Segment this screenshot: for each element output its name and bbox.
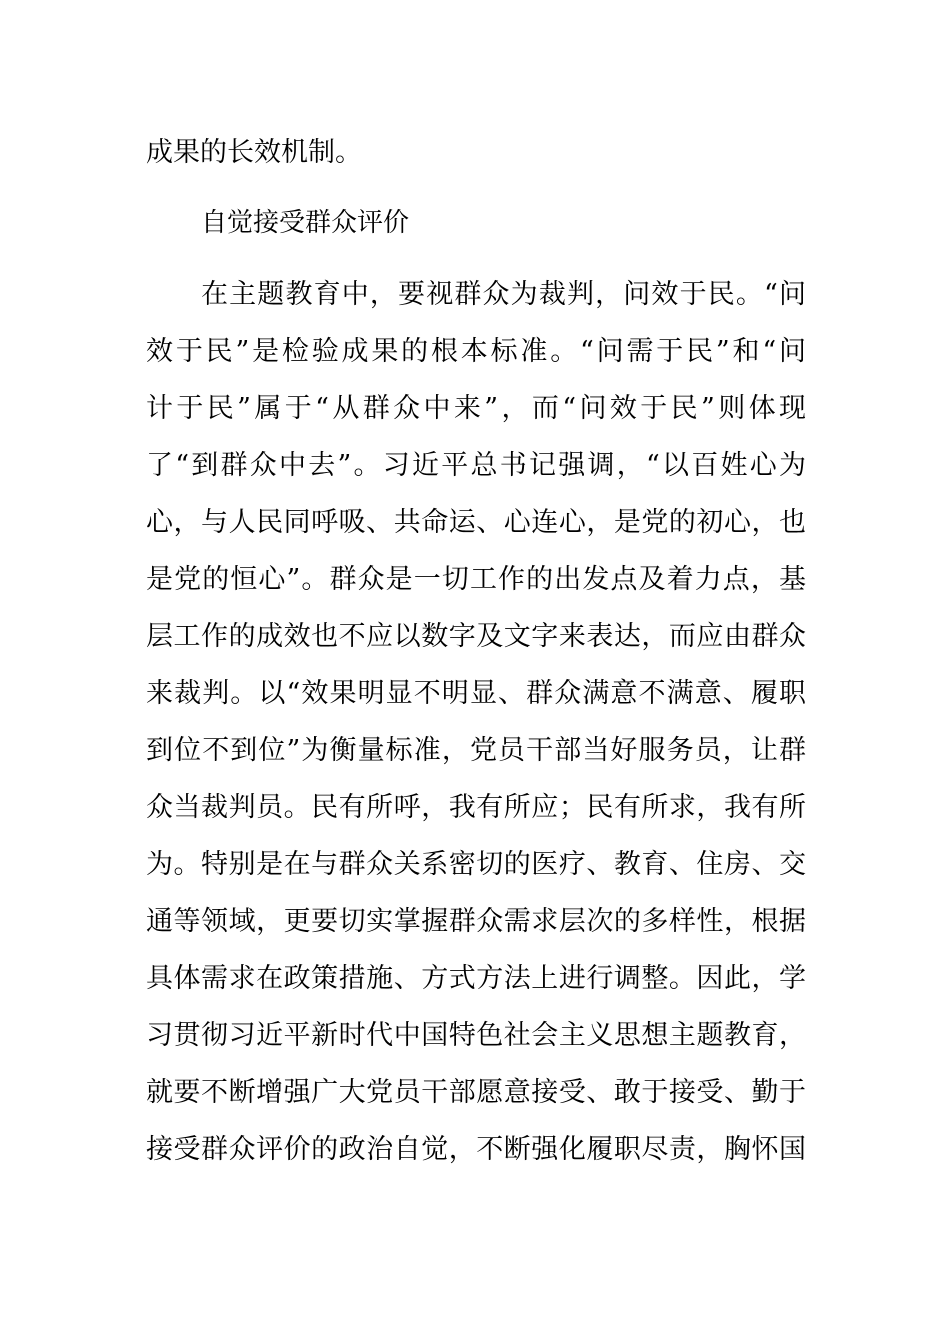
body-line-6: 是党的恒心”。群众是一切工作的出发点及着力点，基 [146,564,806,595]
body-line-14: 习贯彻习近平新时代中国特色社会主义思想主题教育， [146,1020,806,1051]
body-line-13: 具体需求在政策措施、方式方法上进行调整。因此，学 [146,963,806,994]
body-line-4: 了“到群众中去”。习近平总书记强调，“以百姓心为 [146,450,806,481]
body-line-10: 众当裁判员。民有所呼，我有所应；民有所求，我有所 [146,792,806,823]
section-heading: 自觉接受群众评价 [201,208,410,238]
body-line-8: 来裁判。以“效果明显不明显、群众满意不满意、履职 [146,678,806,709]
body-line-11: 为。特别是在与群众关系密切的医疗、教育、住房、交 [146,849,806,880]
body-line-7: 层工作的成效也不应以数字及文字来表达，而应由群众 [146,621,806,652]
body-line-1: 在主题教育中，要视群众为裁判，问效于民。“问 [201,279,806,310]
previous-paragraph-line: 成果的长效机制。 [146,137,362,168]
body-line-15: 就要不断增强广大党员干部愿意接受、敢于接受、勤于 [146,1077,806,1108]
body-line-16: 接受群众评价的政治自觉，不断强化履职尽责，胸怀国 [146,1134,806,1165]
body-line-3: 计于民”属于“从群众中来”，而“问效于民”则体现 [146,393,806,424]
body-line-5: 心，与人民同呼吸、共命运、心连心，是党的初心，也 [146,507,806,538]
body-line-12: 通等领域，更要切实掌握群众需求层次的多样性，根据 [146,906,806,937]
body-line-9: 到位不到位”为衡量标准，党员干部当好服务员，让群 [146,735,806,766]
body-line-2: 效于民”是检验成果的根本标准。“问需于民”和“问 [146,336,806,367]
